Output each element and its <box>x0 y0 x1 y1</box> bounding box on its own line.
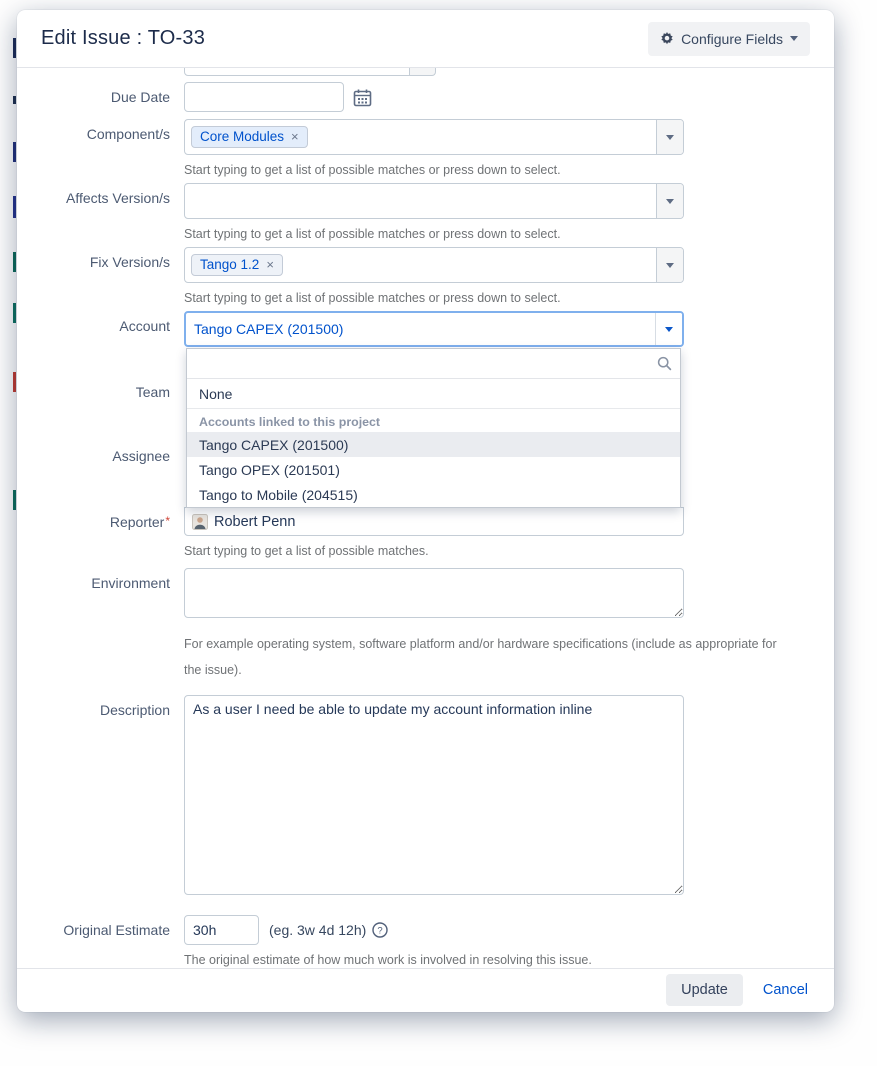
components-row <box>17 119 834 155</box>
components-dropdown-button[interactable] <box>656 120 683 154</box>
clipped-select-input[interactable] <box>184 68 410 76</box>
clipped-select-dropdown-button[interactable] <box>410 68 436 76</box>
required-marker: * <box>165 514 170 528</box>
fix-versions-dropdown-button[interactable] <box>656 248 683 282</box>
calendar-icon[interactable] <box>353 88 372 107</box>
account-dropdown-panel <box>186 348 681 508</box>
account-search-input[interactable] <box>187 349 680 378</box>
environment-label: Environment <box>91 575 170 591</box>
triangle-down-icon <box>665 327 673 336</box>
dialog-footer <box>17 968 834 1011</box>
account-option[interactable]: Tango CAPEX (201500) <box>187 432 680 457</box>
affects-versions-label: Affects Version/s <box>65 190 170 206</box>
environment-row <box>17 568 834 623</box>
background-sliver <box>13 252 16 272</box>
background-sliver <box>13 490 16 510</box>
triangle-down-icon <box>666 199 674 208</box>
triangle-down-icon <box>666 263 674 272</box>
account-option[interactable]: Tango OPEX (201501) <box>199 462 340 478</box>
account-dropdown-button[interactable] <box>655 313 682 345</box>
original-estimate-helper-text: The original estimate of how much work is involved in resolving this issue. <box>184 953 592 967</box>
due-date-input[interactable] <box>184 82 344 112</box>
fix-version-tag <box>191 254 283 276</box>
components-helper-text: Start typing to get a list of possible matches or press down to select. <box>184 163 561 177</box>
chevron-down-icon <box>790 36 798 45</box>
svg-text:?: ? <box>377 925 383 937</box>
background-sliver <box>13 142 16 162</box>
remove-tag-icon[interactable]: × <box>266 257 274 272</box>
components-select[interactable] <box>184 119 684 155</box>
user-avatar-icon <box>192 514 208 530</box>
configure-fields-button[interactable] <box>648 22 810 56</box>
reporter-label <box>17 507 170 536</box>
fix-versions-label: Fix Version/s <box>89 254 170 270</box>
dialog-title: Edit Issue : TO-33 <box>41 27 206 49</box>
background-sliver <box>13 38 16 58</box>
background-sliver <box>13 196 16 218</box>
account-selected-value: Tango CAPEX (201500) <box>194 321 344 337</box>
background-sliver <box>13 96 16 104</box>
description-row <box>17 695 834 900</box>
clipped-field-above <box>184 68 834 77</box>
component-tag <box>191 126 308 148</box>
original-estimate-label: Original Estimate <box>63 922 170 938</box>
reporter-value: Robert Penn <box>214 513 296 530</box>
gear-icon <box>660 32 674 46</box>
triangle-down-icon <box>666 135 674 144</box>
cancel-link[interactable]: Cancel <box>762 982 808 998</box>
estimate-example-text: (eg. 3w 4d 12h) <box>269 922 367 938</box>
remove-tag-icon[interactable]: × <box>291 129 299 144</box>
background-sliver <box>13 372 16 392</box>
fix-versions-select[interactable] <box>184 247 684 283</box>
account-option[interactable]: Tango to Mobile (204515) <box>199 487 358 503</box>
account-select[interactable] <box>184 311 684 347</box>
affects-versions-select[interactable] <box>184 183 684 219</box>
environment-textarea[interactable] <box>184 568 684 618</box>
due-date-label: Due Date <box>110 89 170 105</box>
account-label: Account <box>119 318 170 334</box>
reporter-label-text: Reporter <box>109 514 165 530</box>
affects-versions-dropdown-button[interactable] <box>656 184 683 218</box>
dialog-header <box>17 10 834 68</box>
environment-helper-text: For example operating system, software platform and/or hardware specifications (include as appropriate for the issue). <box>184 637 777 677</box>
fix-versions-helper-text: Start typing to get a list of possible matches or press down to select. <box>184 291 561 305</box>
description-textarea[interactable] <box>184 695 684 895</box>
configure-fields-label: Configure Fields <box>681 30 783 47</box>
dialog-body <box>17 68 834 968</box>
description-label: Description <box>99 702 170 718</box>
fix-version-tag-label: Tango 1.2 <box>200 257 260 272</box>
fix-versions-row <box>17 247 834 283</box>
original-estimate-input[interactable] <box>184 915 259 945</box>
search-icon <box>657 356 672 371</box>
assignee-label: Assignee <box>112 448 170 464</box>
team-label: Team <box>135 384 170 400</box>
update-button[interactable]: Update <box>666 974 743 1006</box>
background-sliver <box>13 303 16 323</box>
account-option-none[interactable]: None <box>187 379 680 409</box>
affects-versions-helper-text: Start typing to get a list of possible matches or press down to select. <box>184 227 561 241</box>
affects-versions-row <box>17 183 834 219</box>
account-group-header: Accounts linked to this project <box>199 415 381 429</box>
components-label: Component/s <box>86 126 170 142</box>
component-tag-label: Core Modules <box>200 129 285 144</box>
due-date-row <box>17 82 834 112</box>
reporter-helper-text: Start typing to get a list of possible matches. <box>184 544 429 558</box>
edit-issue-dialog <box>17 10 834 1012</box>
help-icon[interactable] <box>372 922 388 945</box>
original-estimate-row <box>17 915 834 945</box>
reporter-row <box>17 507 834 536</box>
reporter-input[interactable] <box>184 507 684 536</box>
account-dropdown-search <box>187 349 680 379</box>
